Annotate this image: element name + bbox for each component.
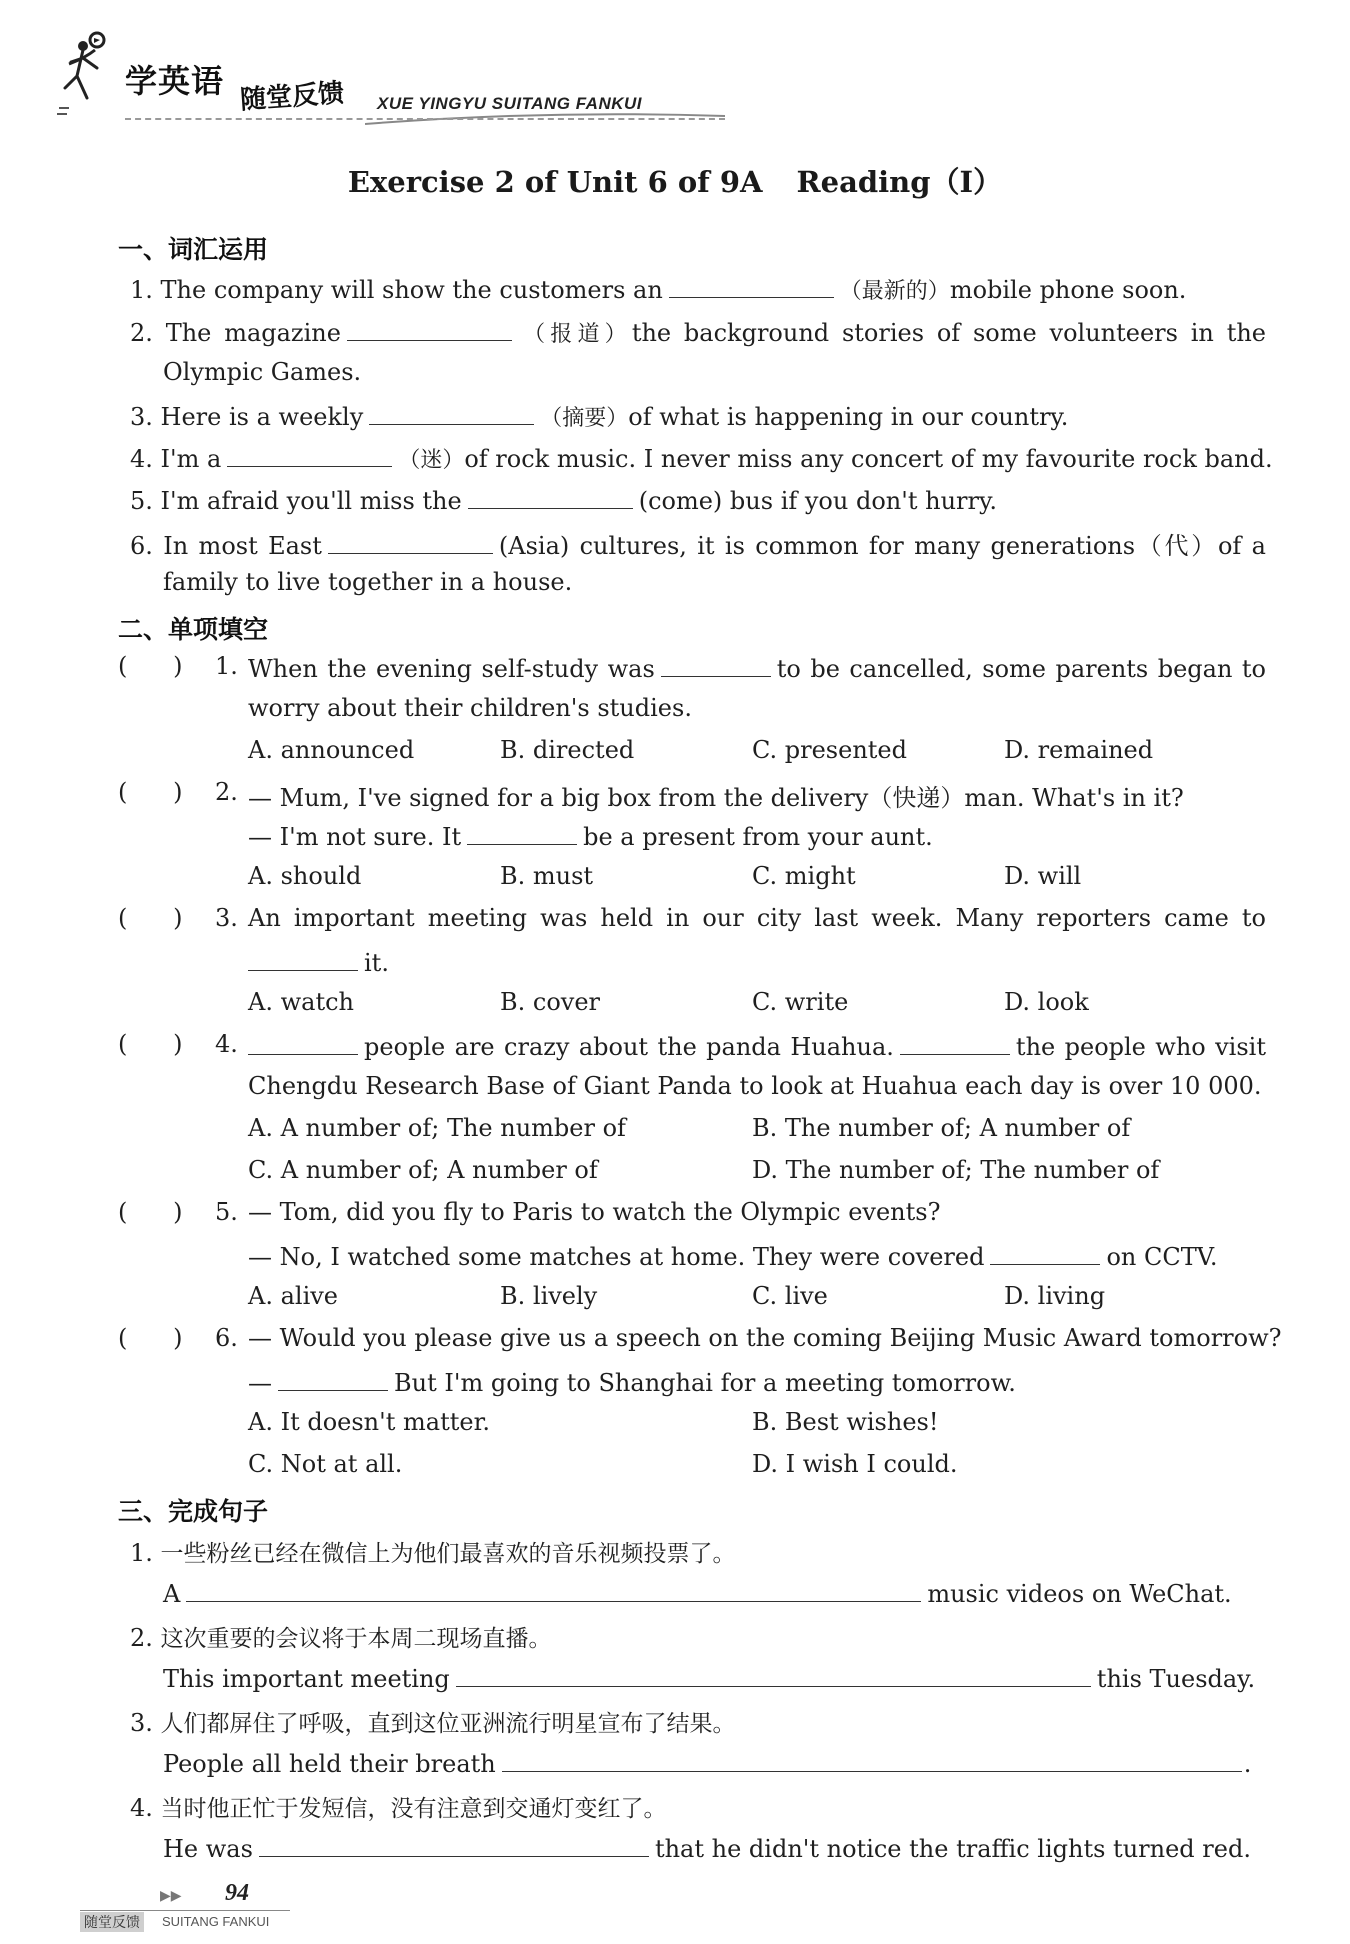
- question-number: 1.: [215, 652, 238, 680]
- section-sentence-heading: 三、完成句子: [118, 1497, 269, 1526]
- question-number: 3.: [215, 904, 238, 932]
- answer-bracket[interactable]: ( ): [118, 904, 183, 932]
- option-a[interactable]: A. It doesn't matter.: [248, 1408, 491, 1436]
- exercise-title-reading: Reading（Ⅰ）: [796, 165, 1003, 199]
- choice-question-4-cont: Chengdu Research Base of Giant Panda to look at Huahua each day is over 10 000.: [248, 1072, 1262, 1100]
- page-footer: [80, 1870, 320, 1930]
- answer-line[interactable]: [456, 1662, 1091, 1687]
- answer-blank[interactable]: [248, 946, 358, 971]
- option-c[interactable]: C. write: [752, 988, 849, 1016]
- answer-bracket[interactable]: ( ): [118, 778, 183, 806]
- vocab-item-5: 5. I'm afraid you'll miss the (come) bus if you don't hurry.: [130, 484, 997, 515]
- question-number: 5.: [215, 1198, 238, 1226]
- option-d[interactable]: D. will: [1004, 862, 1082, 890]
- option-a[interactable]: A. should: [248, 862, 362, 890]
- answer-blank[interactable]: [661, 652, 771, 677]
- choice-question-5: — Tom, did you fly to Paris to watch the Olympic events?: [248, 1198, 941, 1226]
- exercise-title-main: Exercise 2 of Unit 6 of 9A: [347, 165, 763, 199]
- answer-bracket[interactable]: ( ): [118, 1198, 183, 1226]
- answer-blank[interactable]: [900, 1030, 1010, 1055]
- sentence-item-3-cn: 3. 人们都屏住了呼吸，直到这位亚洲流行明星宣布了结果。: [130, 1709, 736, 1737]
- choice-question-2: — Mum, I've signed for a big box from the delivery（快递）man. What's in it?: [248, 784, 1184, 812]
- choice-question-4: people are crazy about the panda Huahua. the people who visit: [248, 1030, 1266, 1061]
- option-a[interactable]: A. announced: [248, 736, 415, 764]
- runner-logo-icon: [55, 28, 125, 120]
- exercise-title: [0, 160, 1350, 201]
- sentence-item-2-en: This important meeting this Tuesday.: [163, 1662, 1255, 1693]
- answer-blank[interactable]: [347, 316, 512, 341]
- answer-blank[interactable]: [669, 273, 834, 298]
- sentence-item-1-en: A music videos on WeChat.: [163, 1577, 1232, 1608]
- answer-bracket[interactable]: ( ): [118, 1324, 183, 1352]
- option-c[interactable]: C. live: [752, 1282, 828, 1310]
- header-pinyin: XUE YINGYU SUITANG FANKUI: [377, 94, 643, 113]
- sentence-item-3-en: People all held their breath .: [163, 1747, 1251, 1778]
- option-d[interactable]: D. The number of; The number of: [752, 1156, 1160, 1184]
- option-a[interactable]: A. alive: [248, 1282, 339, 1310]
- option-b[interactable]: B. lively: [500, 1282, 598, 1310]
- choice-question-2-reply: — I'm not sure. It be a present from your aunt.: [248, 820, 933, 851]
- sentence-item-2-cn: 2. 这次重要的会议将于本周二现场直播。: [130, 1624, 552, 1652]
- page-number: 94: [225, 1880, 249, 1906]
- choice-question-3-cont: it.: [248, 946, 389, 977]
- question-number: 4.: [215, 1030, 238, 1058]
- vocab-item-6: 6. In most East (Asia) cultures, it is common for many generations（代）of a: [130, 526, 1266, 561]
- question-number: 6.: [215, 1324, 238, 1352]
- answer-blank[interactable]: [467, 820, 577, 845]
- choice-question-1-cont: worry about their children's studies.: [248, 694, 692, 722]
- option-d[interactable]: D. living: [1004, 1282, 1106, 1310]
- header-divider: [125, 118, 725, 120]
- sentence-item-1-cn: 1. 一些粉丝已经在微信上为他们最喜欢的音乐视频投票了。: [130, 1539, 736, 1567]
- vocab-item-3: 3. Here is a weekly （摘要）of what is happening in our country.: [130, 400, 1068, 432]
- vocab-item-1: 1. The company will show the customers an （最新的）mobile phone soon.: [130, 273, 1186, 305]
- option-d[interactable]: D. look: [1004, 988, 1089, 1016]
- answer-blank[interactable]: [248, 1030, 358, 1055]
- answer-blank[interactable]: [468, 484, 633, 509]
- option-b[interactable]: B. directed: [500, 736, 635, 764]
- choice-question-6-reply: — But I'm going to Shanghai for a meeting tomorrow.: [248, 1366, 1016, 1397]
- sentence-item-4-en: He was that he didn't notice the traffic lights turned red.: [163, 1832, 1251, 1863]
- option-d[interactable]: D. I wish I could.: [752, 1450, 958, 1478]
- answer-bracket[interactable]: ( ): [118, 652, 183, 680]
- choice-question-6: — Would you please give us a speech on the coming Beijing Music Award tomorrow?: [248, 1324, 1282, 1352]
- answer-blank[interactable]: [227, 442, 392, 467]
- question-number: 2.: [215, 778, 238, 806]
- section-choice-heading: 二、单项填空: [118, 615, 269, 644]
- footer-rule: [80, 1910, 290, 1911]
- option-c[interactable]: C. presented: [752, 736, 907, 764]
- option-c[interactable]: C. A number of; A number of: [248, 1156, 598, 1184]
- header-subtitle-cn: 随堂反馈: [239, 78, 346, 116]
- option-a[interactable]: A. A number of; The number of: [248, 1114, 626, 1142]
- vocab-item-6-cont: family to live together in a house.: [163, 568, 573, 596]
- option-b[interactable]: B. cover: [500, 988, 601, 1016]
- choice-question-5-reply: — No, I watched some matches at home. They were covered on CCTV.: [248, 1240, 1218, 1271]
- option-b[interactable]: B. The number of; A number of: [752, 1114, 1131, 1142]
- page-header: [55, 20, 675, 130]
- double-arrow-icon: ▶▶: [160, 1888, 182, 1904]
- footer-tag-en: SUITANG FANKUI: [162, 1914, 270, 1929]
- choice-question-3: An important meeting was held in our city last week. Many reporters came to: [248, 904, 1266, 932]
- vocab-item-4: 4. I'm a （迷）of rock music. I never miss any concert of my favourite rock band.: [130, 442, 1273, 474]
- answer-blank[interactable]: [369, 400, 534, 425]
- option-b[interactable]: B. Best wishes!: [752, 1408, 939, 1436]
- choice-question-1: When the evening self-study was to be cancelled, some parents began to: [248, 652, 1266, 683]
- footer-tag: 随堂反馈: [80, 1912, 144, 1932]
- section-vocabulary-heading: 一、词汇运用: [118, 235, 269, 264]
- answer-bracket[interactable]: ( ): [118, 1030, 183, 1058]
- header-title-cn: 学英语: [125, 62, 225, 100]
- answer-blank[interactable]: [328, 529, 493, 554]
- answer-line[interactable]: [259, 1832, 649, 1857]
- answer-blank[interactable]: [278, 1366, 388, 1391]
- option-c[interactable]: C. Not at all.: [248, 1450, 403, 1478]
- option-b[interactable]: B. must: [500, 862, 594, 890]
- option-c[interactable]: C. might: [752, 862, 856, 890]
- answer-blank[interactable]: [990, 1240, 1100, 1265]
- sentence-item-4-cn: 4. 当时他正忙于发短信，没有注意到交通灯变红了。: [130, 1794, 667, 1822]
- vocab-item-2-cont: Olympic Games.: [163, 358, 362, 386]
- answer-line[interactable]: [186, 1577, 921, 1602]
- answer-line[interactable]: [502, 1747, 1242, 1772]
- option-d[interactable]: D. remained: [1004, 736, 1154, 764]
- option-a[interactable]: A. watch: [248, 988, 354, 1016]
- vocab-item-2: 2. The magazine （报道）the background stories of some volunteers in the: [130, 316, 1266, 348]
